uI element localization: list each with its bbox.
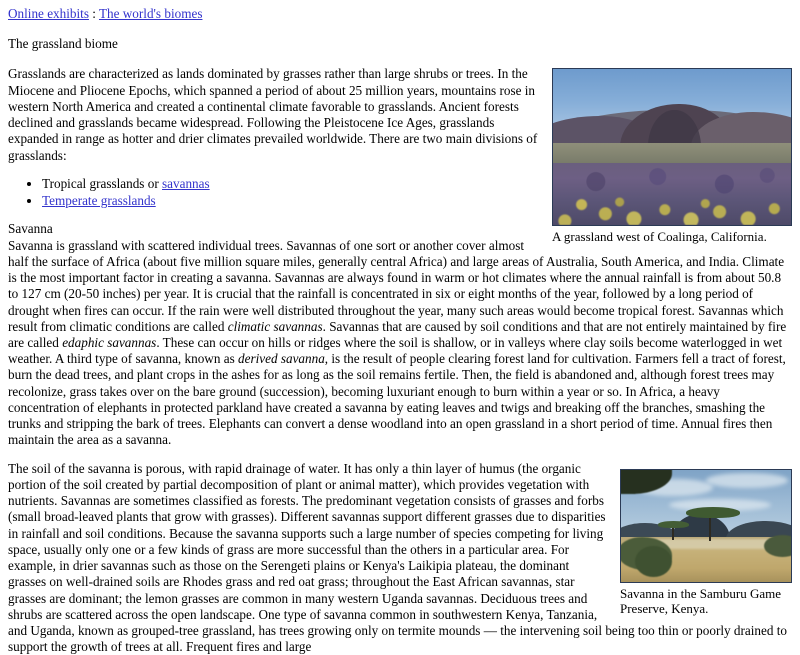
savanna-text-part1: Savanna is grassland with scattered individual trees. Savannas of one sort or another cover almost half the surface of Africa (about five million square miles, generally central Africa) and large areas of Australia, South America, and India. Climate is the most important factor in creating a savanna. Savannas are always found in warm or hot climates where the annual rainfall is from about 50.8 to 127 cm (20-50 inches) per year. It is crucial that the rainfall is concentrated in six or eight months of the year, followed by a long period of drought when fires can occur. If the rain were well distributed throughout the year, many such areas would become tropical forest. Savannas which result from climatic conditions are called (8, 237, 785, 334)
savanna-text-part4: , is the result of people clearing forest land for cultivation. Farmers fell a tract of forest, burn the dead trees, and plant crops in the ashes for as long as the soil remains fertile. Then, the field is abandoned and, although forest trees may recolonize, grass takes over on the bare ground (succession), becoming luxuriant enough to burn within a year or so. In Africa, a heavy concentration of elephants in protected parkland have created a savanna by eating leaves and twigs and breaking off the branches, smashing the trunks and stripping the bark of trees. Elephants can convert a dense woodland into an open grassland in a short period of time. Annual fires then maintain the area as a savanna. (8, 351, 786, 448)
acacia-tree-large-canopy (686, 507, 740, 518)
figure-caption-savanna: Savanna in the Samburu Game Preserve, Kenya. (620, 585, 782, 617)
breadcrumb-link-online-exhibits[interactable]: Online exhibits (8, 6, 89, 21)
page-title: The grassland biome (8, 36, 118, 52)
section-heading-savanna: Savanna (8, 221, 53, 237)
wildflower-field (553, 163, 791, 225)
savanna-paragraph (8, 238, 792, 449)
photo-california-grassland (552, 68, 792, 226)
breadcrumb-link-worlds-biomes[interactable]: The world's biomes (98, 6, 203, 21)
figure-samburu-savanna (620, 469, 792, 617)
savanna-text-part3: . These can occur on hills or ridges where the soil is shallow, or in valleys where clay soils become waterlogged in wet weather. A third type of savanna, known as (8, 334, 783, 367)
acacia-tree-small-canopy (658, 521, 689, 528)
term-edaphic-savannas: edaphic savannas (62, 334, 157, 350)
link-temperate-grasslands[interactable]: Temperate grasslands (42, 193, 156, 209)
term-derived-savanna: derived savanna (238, 351, 325, 367)
link-savannas[interactable]: savannas (162, 175, 210, 191)
acacia-tree-large-trunk (709, 514, 711, 541)
soil-paragraph: The soil of the savanna is porous, with rapid drainage of water. It has only a thin layer of humus (the organic portion of the soil created by partial decomposition of plant or animal matter), which provides vegetation with nutrients. Savannas are sometimes classified as forests. The predominant vegetation consists of grasses and forbs (small broad-leaved plants that grow with grasses). Different savannas support different grasses due to disparities in rainfall and soil conditions. Because the savanna supports such a large number of species competing for living space, usually only one or a few kinds of grass are more successful than the others in a particular area. For example, in drier savannas such as those on the Serengeti plains or Kenya's Laikipia plateau, the dominant grasses on well-drained soils are Rhodes grass and red oat grass; throughout the East African savannas, star grasses are dominant; the lemon grasses are common in many western Uganda savannas. Deciduous trees and shrubs are scattered across the open landscape. One type of savanna common in southwestern Kenya, Tanzania, and Uganda, known as grouped-tree grassland, has trees growing only on termite mounds — the intervening soil being too thin or poorly drained to support the growth of trees at all. Frequent fires and large (8, 460, 787, 655)
intro-paragraph: Grasslands are characterized as lands dominated by grasses rather than large shrubs or trees. In the Miocene and Pliocene Epochs, which spanned a period of about 25 million years, mountains rose in western North America and created a continental climate favorable to grasslands. Ancient forests declined and grasslands became widespread. Following the Pleistocene Ice Ages, grasslands expanded in range as hotter and drier climates prevailed worldwide. There are two main divisions of grasslands: (8, 66, 538, 163)
breadcrumb (8, 6, 792, 22)
list-item-prefix: Tropical grasslands or (42, 175, 163, 191)
bush-left-lower (635, 546, 672, 577)
term-climatic-savannas: climatic savannas (227, 318, 323, 334)
breadcrumb-separator: : (88, 6, 99, 21)
savanna-text-part2: . Savannas that are caused by soil conditions and that are not entirely maintained by fire are called (8, 318, 787, 350)
photo-samburu-savanna (620, 469, 792, 583)
figure-california-grassland (552, 68, 792, 245)
figure-caption-grassland: A grassland west of Coalinga, California. (552, 229, 767, 245)
cloud-upper-right (706, 473, 788, 488)
